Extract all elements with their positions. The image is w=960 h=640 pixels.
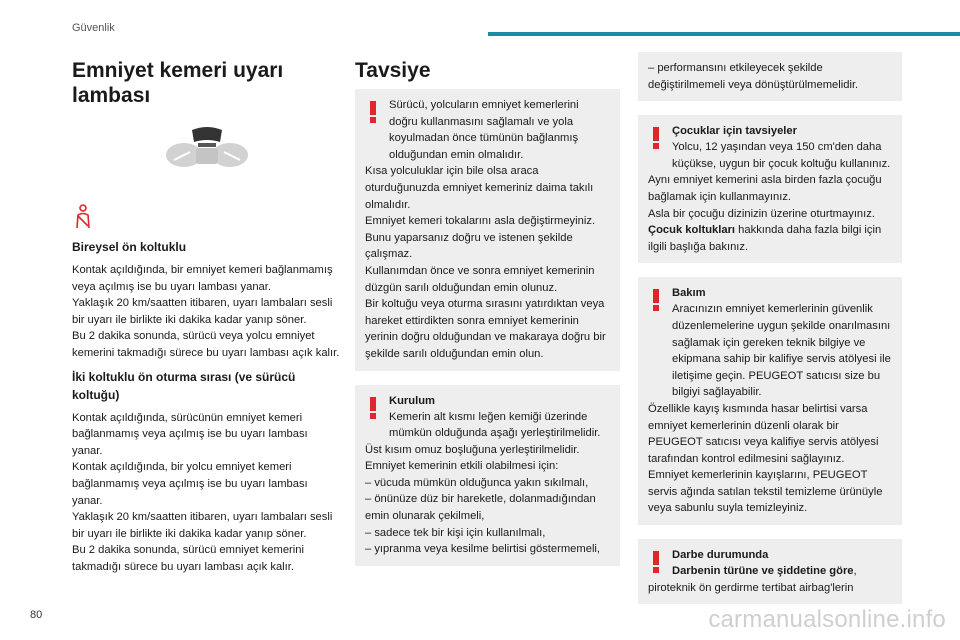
list-item: – performansını etkileyecek şekilde değiştirilmemeli veya dönüştürülmemelidir. xyxy=(648,62,859,91)
maintenance-box xyxy=(638,277,902,525)
paragraph: Sürücü, yolcuların emniyet kemerlerini doğru kullanmasını sağlamalı ve yola koyulmadan önce tümünün bağlanmış olduğundan emin olmalıdır. xyxy=(389,99,579,161)
paragraph: Üst kısım omuz boşluğuna yerleştirilmelidir. xyxy=(365,443,580,456)
paragraph: Emniyet kemerinin etkili olabilmesi için: xyxy=(365,460,559,473)
paragraph: Yaklaşık 20 km/saatten itibaren, uyarı lambaları sesli bir uyarı ile birlikte iki dakika kadar yanıp söner. xyxy=(72,511,333,540)
advice-box xyxy=(355,89,620,371)
installation-box xyxy=(355,385,620,566)
paragraph: Asla bir çocuğu dizinizin üzerine oturtmayınız. xyxy=(648,207,875,220)
column-1 xyxy=(72,58,340,576)
box-heading: Bakım xyxy=(672,287,706,300)
heading-two-seat-front-row: İki koltuklu ön oturma sırası (ve sürücü koltuğu) xyxy=(72,369,296,402)
paragraph: Kısa yolculuklar için bile olsa araca oturduğunuzda emniyet kemeriniz daima takılı olmalıdır. xyxy=(365,165,594,211)
bold-reference: Çocuk koltukları xyxy=(648,224,736,237)
paragraph: piroteknik ön gerdirme tertibat airbag'lerin xyxy=(648,581,854,594)
column-3 xyxy=(638,52,902,604)
warning-exclamation-icon xyxy=(649,551,663,573)
paragraph: Yaklaşık 20 km/saatten itibaren, uyarı lambaları sesli bir uyarı ile birlikte iki dakika kadar yanıp söner. xyxy=(72,297,333,326)
box-heading: Kurulum xyxy=(389,394,435,407)
reference-text: hakkında daha fazla bilgi için ilgili başlığa bakınız. xyxy=(648,224,882,253)
paragraph: Aracınızın emniyet kemerlerinin güvenlik düzenlemelerine uygun şekilde onarılmasını sağlamak için gereken teknik bilgiye ve ekipmana sahip bir kalifiye servis atölyesi ile iletişime geçin. PEUGEOT satıcısı size bu bilgiyi sağlayabilir. xyxy=(672,303,891,399)
seatbelt-icon xyxy=(72,204,94,230)
column-2 xyxy=(355,58,620,580)
warning-exclamation-icon xyxy=(649,127,663,149)
seatbelt-warning-lamp-icon xyxy=(162,122,252,182)
seatbelt-icon-wrap xyxy=(72,204,340,230)
paragraph: Yolcu, 12 yaşından veya 150 cm'den daha küçükse, uygun bir çocuk koltuğu kullanınız. xyxy=(672,141,891,170)
installation-box-continued xyxy=(638,52,902,101)
paragraph xyxy=(672,563,892,580)
paragraph: Kemerin alt kısmı leğen kemiği üzerinde mümkün olduğunda aşağı yerleştirilmelidir. xyxy=(389,410,601,440)
page-number: 80 xyxy=(30,609,43,621)
paragraph: Kontak açıldığında, bir emniyet kemeri bağlanmamış veya açılmış ise bu uyarı lambası yanar. xyxy=(72,264,333,293)
list-item: – yıpranma veya kesilme belirtisi göstermemeli, xyxy=(365,543,601,556)
paragraph: Kullanımdan önce ve sonra emniyet kemerinin düzgün sarılı olduğundan emin olunuz. xyxy=(365,264,595,294)
warning-exclamation-icon xyxy=(366,101,380,123)
box-heading: Darbe durumunda xyxy=(672,549,769,562)
paragraph: Kontak açıldığında, sürücünün emniyet kemeri bağlanmamış veya açılmış ise bu uyarı lambası yanar. xyxy=(72,411,308,457)
heading-individual-front-seat: Bireysel ön koltuklu xyxy=(72,240,187,254)
header-section-title: Güvenlik xyxy=(72,22,115,34)
paragraph: Aynı emniyet kemerini asla birden fazla çocuğu bağlamak için kullanmayınız. xyxy=(648,174,882,203)
paragraph: Özellikle kayış kısmında hasar belirtisi varsa emniyet kemerlerinin düzenli olarak bir PEUGEOT satıcısı veya kalifiye servis atölyesi tarafından kontrol edilmesini sağlayınız. xyxy=(648,402,879,465)
warning-exclamation-icon xyxy=(649,289,663,311)
impact-box xyxy=(638,539,902,604)
paragraph: Bu 2 dakika sonunda, sürücü veya yolcu emniyet kemerini takmadığı sürece bu uyarı lambası açık kalır. xyxy=(72,330,340,359)
text: , xyxy=(853,565,857,578)
paragraph: Kontak açıldığında, bir yolcu emniyet kemeri bağlanmamış veya açılmış ise bu uyarı lambası yanar. xyxy=(72,461,308,507)
paragraph xyxy=(648,222,892,255)
bold-text: Darbenin türüne ve şiddetine göre xyxy=(672,565,854,578)
list-item: – sadece tek bir kişi için kullanılmalı, xyxy=(365,526,546,539)
list-item: – vücuda mümkün olduğunca yakın sıkılmalı, xyxy=(365,476,589,489)
watermark: carmanualsonline.info xyxy=(708,606,946,633)
paragraph: Bu 2 dakika sonunda, sürücü emniyet kemerini takmadığı sürece bu uyarı lambası açık kalır. xyxy=(72,544,304,573)
section-title: Emniyet kemeri uyarı lambası xyxy=(72,59,284,107)
warning-exclamation-icon xyxy=(366,397,380,419)
paragraph: Emniyet kemerlerinin kayışlarını, PEUGEOT servis ağında satılan tekstil temizleme ürünüyle veya sabunlu suyla temizleyiniz. xyxy=(648,469,883,515)
header-accent-bar xyxy=(488,32,960,36)
paragraph: Bir koltuğu veya oturma sırasını yatırdıktan veya hareket ettirdikten sonra emniyet kemerinin yerinin doğru olduğundan ve makaraya doğru bir şekilde sarılı olduğundan emin olun. xyxy=(365,298,606,360)
list-item: – önünüze düz bir hareketle, dolanmadığından emin olunarak çekilmeli, xyxy=(365,493,596,523)
paragraph: Emniyet kemeri tokalarını asla değiştirmeyiniz. Bunu yaparsanız doğru ve istenen şekilde çalışmaz. xyxy=(365,215,596,261)
box-heading: Çocuklar için tavsiyeler xyxy=(672,125,797,138)
advice-title: Tavsiye xyxy=(355,59,431,82)
children-advice-box xyxy=(638,115,902,263)
lamp-illustration xyxy=(72,122,340,184)
